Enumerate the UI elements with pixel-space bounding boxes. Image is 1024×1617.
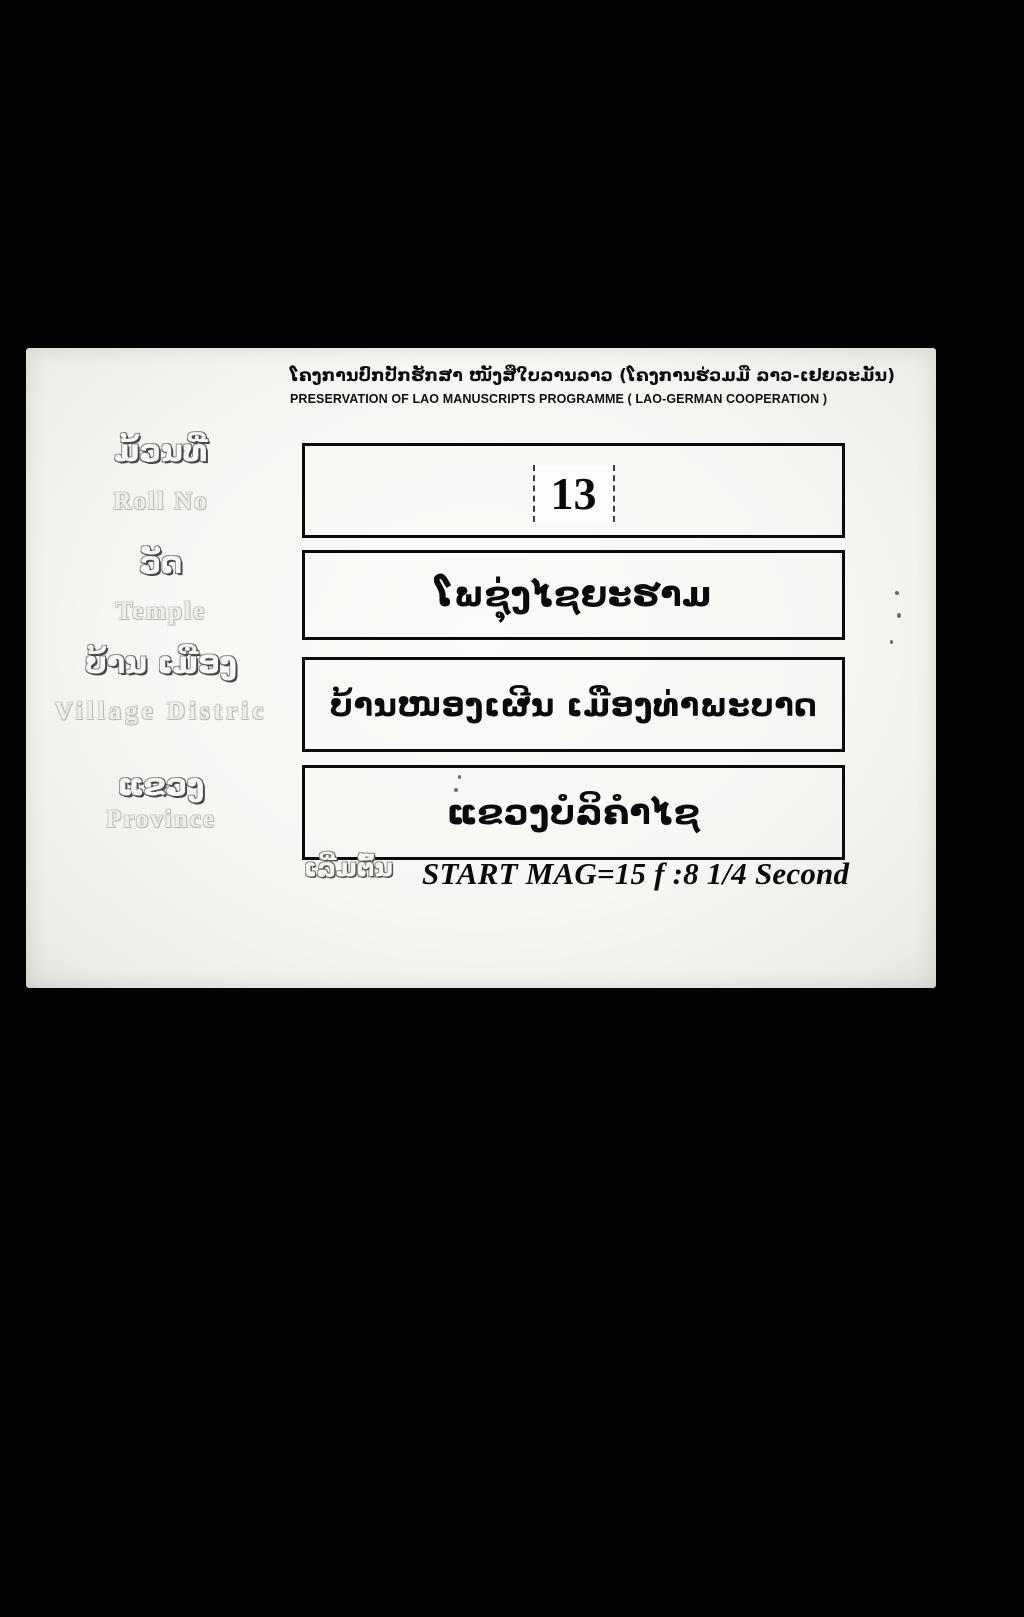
- dust-speck: [458, 775, 461, 779]
- roll-no-box: [302, 443, 845, 538]
- programme-title-lao: ໂຄງການປົກປັກຮັກສາ ໜັງສືໃບລານລາວ (ໂຄງການຮ່ວມມື ລາວ-ເຢຍລະມັນ): [290, 366, 896, 386]
- village-district-box: [302, 657, 845, 752]
- dust-speck: [890, 640, 893, 644]
- microfilm-target-card: [26, 348, 936, 988]
- dust-speck: [895, 591, 899, 595]
- programme-header: [290, 366, 896, 406]
- province-value: ແຂວງບໍລິຄຳໄຊ: [446, 792, 701, 833]
- roll-no-value: 13: [550, 468, 597, 520]
- village-district-label-en: Village Distric: [54, 698, 268, 725]
- village-district-label-lao: ບ້ານ ເມືອງ: [85, 646, 237, 681]
- province-label-en: Province: [106, 806, 216, 833]
- temple-label-lao: ວັດ: [139, 546, 183, 581]
- start-label-lao: ເລີ່ມຕົ້ນ: [304, 853, 393, 882]
- dust-speck: [897, 613, 901, 618]
- exposure-settings-text: START MAG=15 f :8 1/4 Second: [422, 856, 850, 891]
- dust-speck: [454, 788, 458, 792]
- temple-label-en: Temple: [115, 598, 207, 625]
- province-box: [302, 765, 845, 860]
- programme-title-en: PRESERVATION OF LAO MANUSCRIPTS PROGRAMME ( LAO-GERMAN COOPERATION ): [290, 392, 828, 406]
- roll-no-label-en: Roll No: [113, 488, 209, 515]
- roll-no-label-lao: ມ້ວນທີ່: [114, 434, 208, 469]
- village-district-value: ບ້ານໜອງເຜີນ ເມືອງທ່າພະບາດ: [329, 685, 818, 724]
- temple-value: ໂພຊຸ່ງໄຊຍະຮາມ: [435, 575, 712, 615]
- temple-box: [302, 550, 845, 640]
- province-label-lao: ແຂວງ: [117, 768, 205, 803]
- roll-no-slip: [533, 465, 615, 522]
